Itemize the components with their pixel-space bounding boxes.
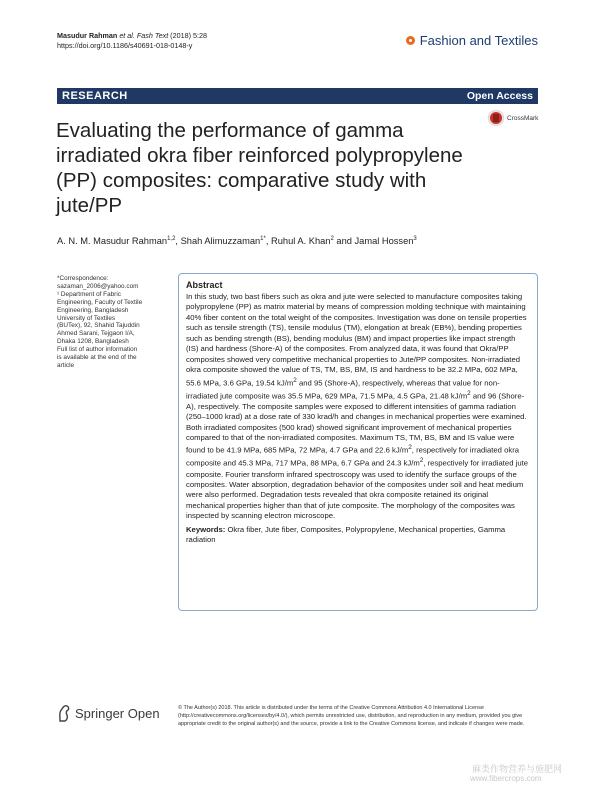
abstract-text-part: and 96 (Shore-A), respectively. The composite samples were exposed to different intensities of gamma radiation (250–1000 krad) at a dose rate of 330 krad/h and changes in mechanical properties were examined. Both irradiated composites (500 krad) showed significant improvement of mechanical properties compared to that of the non-irradiated composites. Maximum TS, TM, BS, BM and IS value were found to be 41.9 MPa, 685 MPa, 72 MPa, 4.7 GPa and 22.6 kJ/m	[186, 391, 527, 456]
crossmark-icon	[488, 110, 504, 126]
section-label: RESEARCH	[62, 90, 128, 102]
author-name[interactable]: Shah Alimuzzaman	[180, 236, 261, 247]
author-name[interactable]: Jamal Hossen	[354, 236, 414, 247]
watermark-text: 麻类作物营养与施肥网	[472, 764, 563, 774]
superscript: 2	[467, 389, 471, 397]
citation-authors: Masudur Rahman	[57, 31, 120, 40]
abstract-text-part: , respectively for irradiated okra composite and 45.3 MPa, 717 MPa, 88 MPa, 6.7 GPa and 24.3 kJ/m	[186, 446, 520, 469]
keywords-list: Okra fiber, Jute fiber, Composites, Polypropylene, Mechanical properties, Gamma radiation	[186, 524, 506, 545]
author-affiliation-mark: 3	[413, 236, 417, 242]
abstract-text	[186, 292, 529, 522]
correspondence-sidebar	[57, 275, 169, 370]
license-notice: © The Author(s) 2018. This article is distributed under the terms of the Creative Commons Attribution 4.0 International License (http://creativecommons.org/licenses/by/4.0/), which permits unrestricted use, distribution, and reproduction in any medium, provided you give appropriate credit to the original author(s) and the source, provide a link to the Creative Commons license, and indicate if changes were made.	[178, 705, 525, 727]
publisher-name: Springer Open	[75, 705, 160, 721]
author-affiliation-mark: 1*	[260, 236, 266, 242]
superscript: 2	[293, 376, 297, 384]
citation-journal: et al. Fash Text	[119, 31, 169, 40]
author-info-note: Full list of author information is available at the end of the article	[57, 346, 138, 369]
author-list: A. N. M. Masudur Rahman$^{1,2}$, Shah Alimuzzaman$^{1*}$, Ruhul A. Khan$^2$ and Jamal Hossen$^3$	[57, 236, 417, 247]
abstract-text-part: In this study, two bast fibers such as okra and jute were selected to manufacture composites taking polypropylene (PP) as matrix material by means of compression molding technique with maintaining 40% fiber content on the total weight of the composites. Investigation was done on tensile properties such as tensile strength (TS), tensile modulus (TM), elongation at break (EB%), bending properties such as bending strength (BS), bending modulus (BM) and impact properties like impact strength (IS) and hardness (Shore-A) of the composites. From analyzed data, it was found that Okra/PP composites showed very competitive mechanical properties to Jute/PP composites. Non-irradiated okra composite showed the value of TS, TM, BS, BM, IS and hardness to be 32.2 MPa, 602 MPa, 55.6 MPa, 3.6 GPa, 19.54 kJ/m	[186, 292, 527, 388]
doi-link[interactable]: https://doi.org/10.1186/s40691-018-0148-y	[57, 41, 193, 50]
watermark-url: www.fibercrops.com	[470, 774, 542, 783]
author-name[interactable]: A. N. M. Masudur Rahman	[57, 236, 168, 247]
springer-horse-icon	[57, 704, 71, 722]
author-name[interactable]: Ruhul A. Khan	[271, 236, 331, 247]
journal-name: Fashion and Textiles	[419, 33, 538, 48]
crossmark-label: CrossMark	[507, 114, 539, 122]
article-title: Evaluating the performance of gamma irradiated okra fiber reinforced polypropylene (PP) composites: comparative study with jute/PP	[56, 119, 463, 217]
crossmark-button[interactable]	[488, 110, 538, 126]
author-affiliation-mark: 2	[330, 236, 334, 242]
superscript: 2	[408, 444, 412, 452]
correspondence-email[interactable]: sazaman_2006@yahoo.com	[57, 282, 139, 290]
keywords-label: Keywords:	[186, 524, 226, 534]
citation-header	[57, 31, 207, 51]
keywords	[186, 525, 529, 546]
citation-volume: (2018) 5:28	[168, 31, 207, 40]
superscript: 2	[419, 457, 424, 465]
section-bar	[57, 88, 538, 104]
abstract-text-part: and 95 (Shore-A), respectively, whereas that value for non-irradiated jute composite was 35.5 MPa, 629 MPa, 71.5 MPa, 4.5 GPa, 21.48 kJ/m	[186, 378, 500, 401]
journal-logo-icon	[406, 36, 415, 45]
correspondence-label: *Correspondence:	[57, 275, 109, 282]
open-access-badge: Open Access	[466, 90, 533, 102]
abstract-heading: Abstract	[186, 280, 223, 290]
journal-logo	[406, 33, 538, 48]
abstract-text-part: , respectively for irradiated jute composite. Fourier transform infrared spectroscopy was used to identify the surface groups of the composites. Water absorption, degradation behavior of the composites under soil and heat medium were also performed. Degradation tests revealed that okra composite retained its original mechanical properties higher than that of jute composite. The morphology of the composites was inspected by scanning electron microscope.	[186, 459, 529, 521]
publisher-logo	[57, 704, 160, 722]
author-affiliation-mark: 1,2	[167, 236, 176, 242]
affiliation-text: ¹ Department of Fabric Engineering, Faculty of Textile Engineering, Bangladesh University of Textiles (BUTex), 92, Shahid Tajuddin Ahmed Sarani, Tejgaon I/A, Dhaka 1208, Bangladesh	[57, 290, 143, 346]
abstract-box	[178, 273, 538, 611]
